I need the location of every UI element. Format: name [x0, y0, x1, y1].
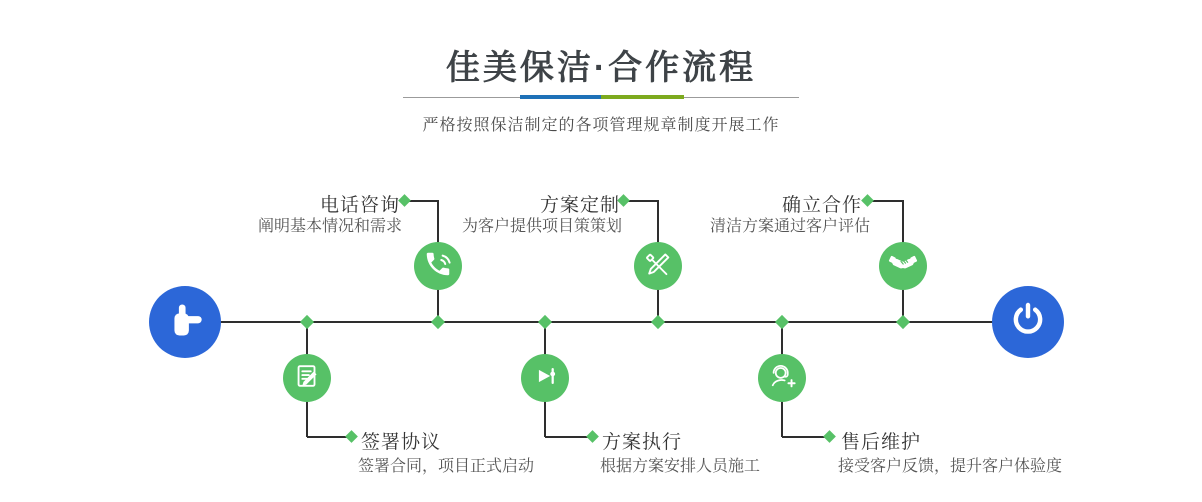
timeline-node-diamond [300, 315, 314, 329]
timeline-node-diamond [538, 315, 552, 329]
label-diamond [345, 430, 358, 443]
pencil-tool-icon [643, 249, 673, 284]
step-circle-sign [283, 354, 331, 402]
step-title-aftersales: 售后维护 [841, 432, 922, 453]
divider-green-segment [601, 95, 684, 99]
pointing-hand-icon [165, 300, 205, 345]
timeline-node-diamond [896, 315, 910, 329]
step-title-execute: 方案执行 [602, 432, 683, 453]
title-divider [403, 95, 799, 100]
label-diamond [861, 194, 874, 207]
timeline-node-diamond [651, 315, 665, 329]
handshake-icon [887, 248, 919, 285]
step-circle-handshake [879, 242, 927, 290]
phone-icon [423, 249, 453, 284]
step-title-design: 方案定制 [540, 195, 621, 216]
label-diamond [823, 430, 836, 443]
step-title-sign: 签署协议 [361, 432, 442, 453]
step-desc-design: 为客户提供项目策策划 [462, 218, 623, 235]
flow-end-circle [992, 286, 1064, 358]
step-desc-cooperate: 清洁方案通过客户评估 [710, 218, 871, 235]
page-subtitle: 严格按照保洁制定的各项管理规章制度开展工作 [422, 117, 780, 134]
flow-start-circle [149, 286, 221, 358]
step-title-cooperate: 确立合作 [782, 195, 863, 216]
step-title-phone: 电话咨询 [320, 195, 401, 216]
step-circle-design [634, 242, 682, 290]
step-desc-execute: 根据方案安排人员施工 [600, 458, 761, 475]
document-sign-icon [292, 361, 322, 396]
play-slider-icon [530, 361, 560, 396]
step-desc-aftersales: 接受客户反馈，提升客户体验度 [838, 458, 1063, 475]
label-diamond [398, 194, 411, 207]
step-circle-aftersales [758, 354, 806, 402]
timeline-node-diamond [775, 315, 789, 329]
page-title: 佳美保洁·合作流程 [445, 49, 757, 87]
timeline-node-diamond [431, 315, 445, 329]
label-diamond [586, 430, 599, 443]
step-circle-phone [414, 242, 462, 290]
step-desc-sign: 签署合同，项目正式启动 [358, 458, 535, 475]
divider-blue-segment [520, 95, 601, 99]
step-desc-phone: 阐明基本情况和需求 [258, 218, 403, 235]
power-icon [1009, 301, 1047, 344]
step-circle-execute [521, 354, 569, 402]
timeline-main-line [218, 321, 994, 323]
headset-plus-icon [767, 361, 797, 396]
